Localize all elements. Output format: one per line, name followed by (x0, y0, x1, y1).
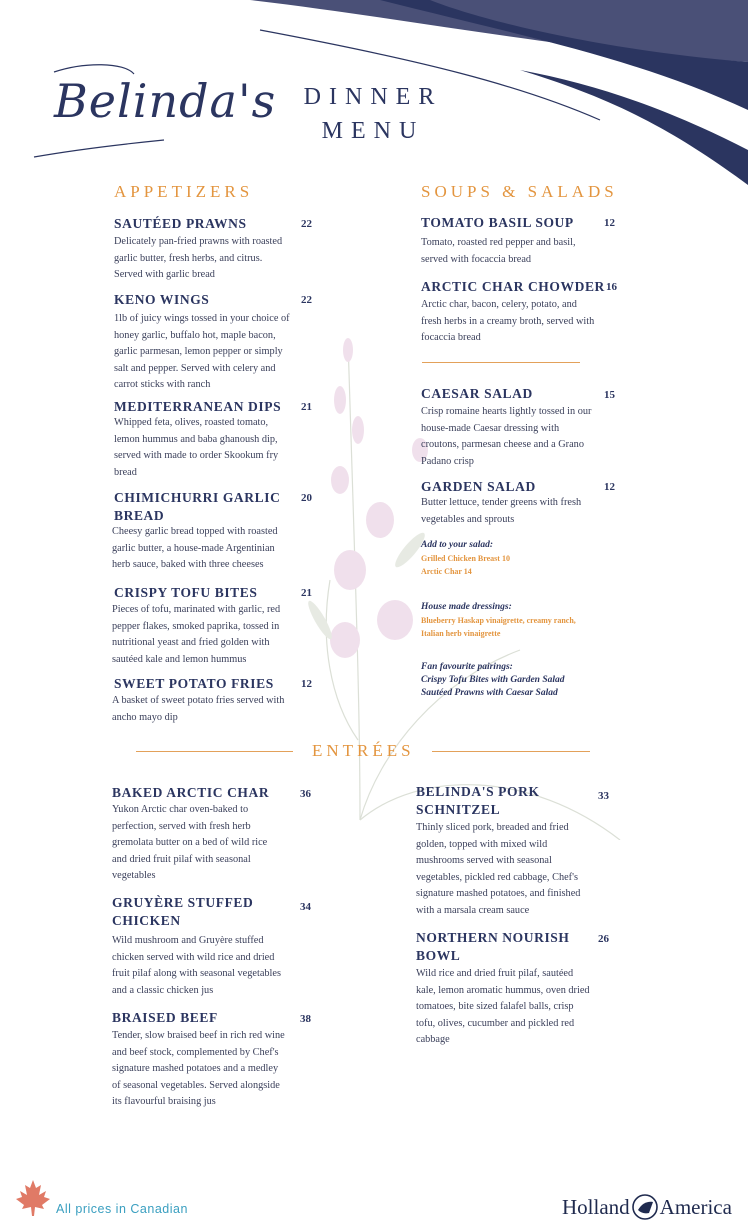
item-name: BRAISED BEEF (112, 1010, 218, 1025)
item-desc-line: and a classic chicken jus (112, 984, 214, 996)
item-desc-line: Whipped feta, olives, roasted tomato, (114, 417, 269, 428)
item-desc-line: tofu, olives, cucumber and pickled red (416, 1017, 575, 1029)
item-desc-line: cabbage (416, 1034, 450, 1045)
item-name: GARDEN SALAD (421, 479, 536, 494)
item-price: 36 (300, 788, 311, 800)
item-desc-line: fresh herbs in a creamy broth, served with (421, 315, 595, 327)
item-desc-line: signature mashed potatoes and a medley (112, 1063, 279, 1074)
item-desc-line: Tomato, roasted red pepper and basil, (421, 237, 576, 248)
item-name: BELINDA'S PORK (416, 784, 540, 799)
item-name: KENO WINGS (114, 292, 210, 307)
soups-salads-heading: SOUPS & SALADS (421, 182, 618, 201)
item-desc-line: Butter lettuce, tender greens with fresh (421, 497, 582, 508)
item-name-line2: SCHNITZEL (416, 802, 501, 817)
item-desc-line: herb sauce, baked with three cheeses (112, 559, 264, 570)
item-price: 12 (301, 678, 312, 690)
belindas-script-logo (14, 62, 277, 162)
dressings-block (421, 601, 576, 640)
item-price: 15 (604, 389, 615, 401)
item-desc-line: garlic butter, a house-made Argentinian (112, 542, 275, 554)
item-desc-line: bread (114, 466, 137, 478)
item-desc-line: its flavourful braising jus (112, 1096, 216, 1107)
menu-title-line1: DINNER (303, 84, 443, 110)
menu-title-line2: MENU (321, 118, 425, 144)
dressing-item: Italian herb vinaigrette (421, 629, 501, 638)
item-name: BAKED ARCTIC CHAR (112, 785, 270, 800)
item-desc-line: with a marsala cream sauce (416, 904, 530, 916)
pairing-item: Crispy Tofu Bites with Garden Salad (421, 675, 565, 685)
item-price: 21 (301, 587, 312, 599)
item-name: TOMATO BASIL SOUP (421, 215, 574, 230)
holland-america-logo (562, 1192, 732, 1222)
item-desc-line: A basket of sweet potato fries served with (112, 695, 285, 706)
item-name: CAESAR SALAD (421, 386, 533, 401)
item-desc-line: sautéed kale and lemon hummus (112, 653, 247, 665)
item-name-line2: BREAD (114, 508, 165, 523)
add-to-salad-block (421, 539, 510, 578)
item-desc-line: Thinly sliced pork, breaded and fried (416, 822, 569, 833)
item-name: MEDITERRANEAN DIPS (114, 399, 282, 414)
dressings-heading: House made dressings: (421, 602, 512, 612)
item-desc-line: Yukon Arctic char oven-baked to (112, 804, 249, 815)
currency-note: All prices in Canadian (56, 1202, 188, 1216)
item-price: 20 (301, 492, 312, 504)
item-desc-line: ancho mayo dip (112, 711, 178, 723)
item-desc-line: Wild rice and dried fruit pilaf, sautéed (416, 968, 574, 979)
item-desc-line: golden, topped with mixed wild (416, 838, 548, 850)
item-desc-line: and dried fruit pilaf with seasonal (112, 853, 251, 865)
item-desc-line: Wild mushroom and Gruyère stuffed (112, 935, 264, 946)
item-desc-line: Padano crisp (421, 455, 474, 467)
item-desc-line: signature mashed potatoes, and finished (416, 888, 581, 899)
item-desc-line: served with made to order Skookum fry (114, 450, 279, 461)
add-to-salad-heading: Add to your salad: (421, 540, 494, 550)
item-desc-line: honey garlic, buffalo hot, maple bacon, (114, 329, 276, 341)
brand-left: Holland (562, 1194, 630, 1219)
item-price: 26 (598, 933, 609, 945)
pairings-heading: Fan favourite pairings: (421, 662, 513, 672)
item-desc-line: vegetables (112, 870, 156, 881)
item-desc-line: perfection, served with fresh herb (112, 820, 251, 832)
item-desc-line: Tender, slow braised beef in rich red wine (112, 1030, 285, 1041)
brand-right: America (659, 1194, 732, 1219)
item-desc-line: vegetables, pickled red cabbage, Chef's (416, 871, 578, 883)
item-desc-line: Crisp romaine hearts lightly tossed in our (421, 406, 592, 417)
pairing-item: Sautéed Prawns with Caesar Salad (421, 688, 558, 698)
item-price: 21 (301, 401, 312, 413)
item-desc-line: and beef stock, complemented by Chef's (112, 1046, 279, 1058)
item-desc-line: Arctic char, bacon, celery, potato, and (421, 299, 577, 310)
item-desc-line: gremolata butter on a bed of wild rice (112, 837, 268, 848)
divider (136, 751, 293, 752)
ship-emblem-icon (632, 1193, 658, 1221)
maple-leaf-icon (14, 1178, 52, 1218)
script-name: Belinda's (54, 74, 277, 128)
item-name: GRUYÈRE STUFFED (112, 895, 254, 910)
item-name: CHIMICHURRI GARLIC (114, 490, 281, 505)
item-desc-line: house-made Caesar dressing with (421, 422, 560, 434)
item-desc-line: served with focaccia bread (421, 253, 532, 265)
item-desc-line: garlic butter, fresh herbs, and citrus. (114, 252, 263, 264)
item-desc-line: carrot sticks with ranch (114, 379, 211, 390)
add-on-item: Arctic Char 14 (421, 567, 472, 576)
item-desc-line: vegetables and sprouts (421, 513, 515, 525)
item-desc-line: garlic parmesan, lemon pepper or simply (114, 346, 283, 357)
appetizers-heading: APPETIZERS (114, 182, 254, 201)
item-name: NORTHERN NOURISH (416, 930, 570, 945)
item-desc-line: 1lb of juicy wings tossed in your choice of (114, 313, 290, 324)
item-desc-line: tomatoes, bite sized falafel balls, crisp (416, 1001, 574, 1012)
item-price: 12 (604, 217, 615, 229)
item-desc-line: salt and pepper. Served with celery and (114, 362, 276, 374)
item-name-line2: BOWL (416, 948, 461, 963)
item-desc-line: of seasonal vegetables. Served alongside (112, 1079, 280, 1091)
item-desc-line: Pieces of tofu, marinated with garlic, red (112, 604, 281, 615)
item-desc-line: lemon hummus and baba ghanoush dip, (114, 433, 278, 445)
entrees-heading: ENTRÉES (312, 741, 415, 760)
item-desc-line: chicken served with wild rice and dried (112, 951, 275, 963)
item-price: 34 (300, 901, 311, 913)
item-desc-line: Cheesy garlic bread topped with roasted (112, 526, 278, 537)
item-desc-line: focaccia bread (421, 332, 481, 343)
item-price: 12 (604, 481, 615, 493)
divider (422, 362, 580, 363)
pairings-block (421, 661, 565, 700)
item-price: 22 (301, 294, 312, 306)
item-desc-line: Delicately pan-fried prawns with roasted (114, 236, 283, 247)
item-desc-line: croutons, parmesan cheese and a Grano (421, 439, 584, 450)
item-desc-line: nutritional yeast and fried golden with (112, 637, 270, 648)
item-price: 22 (301, 218, 312, 230)
item-desc-line: kale, lemon aromatic hummus, oven dried (416, 984, 590, 996)
add-on-item: Grilled Chicken Breast 10 (421, 554, 510, 563)
item-price: 33 (598, 790, 609, 802)
item-name: SWEET POTATO FRIES (114, 676, 274, 691)
item-name: CRISPY TOFU BITES (114, 585, 258, 600)
item-desc-line: pepper flakes, smoked paprika, tossed in (112, 620, 280, 632)
divider (432, 751, 590, 752)
item-price: 38 (300, 1013, 311, 1025)
item-desc-line: mushrooms served with seasonal (416, 855, 552, 866)
item-price: 16 (606, 281, 617, 293)
item-name: ARCTIC CHAR CHOWDER (421, 279, 605, 294)
item-desc-line: fruit pilaf along with seasonal vegetables (112, 968, 281, 979)
item-desc-line: Served with garlic bread (114, 269, 215, 280)
item-name-line2: CHICKEN (112, 913, 181, 928)
item-name: SAUTÉED PRAWNS (114, 216, 247, 231)
dressing-item: Blueberry Haskap vinaigrette, creamy ranch, (421, 616, 576, 625)
